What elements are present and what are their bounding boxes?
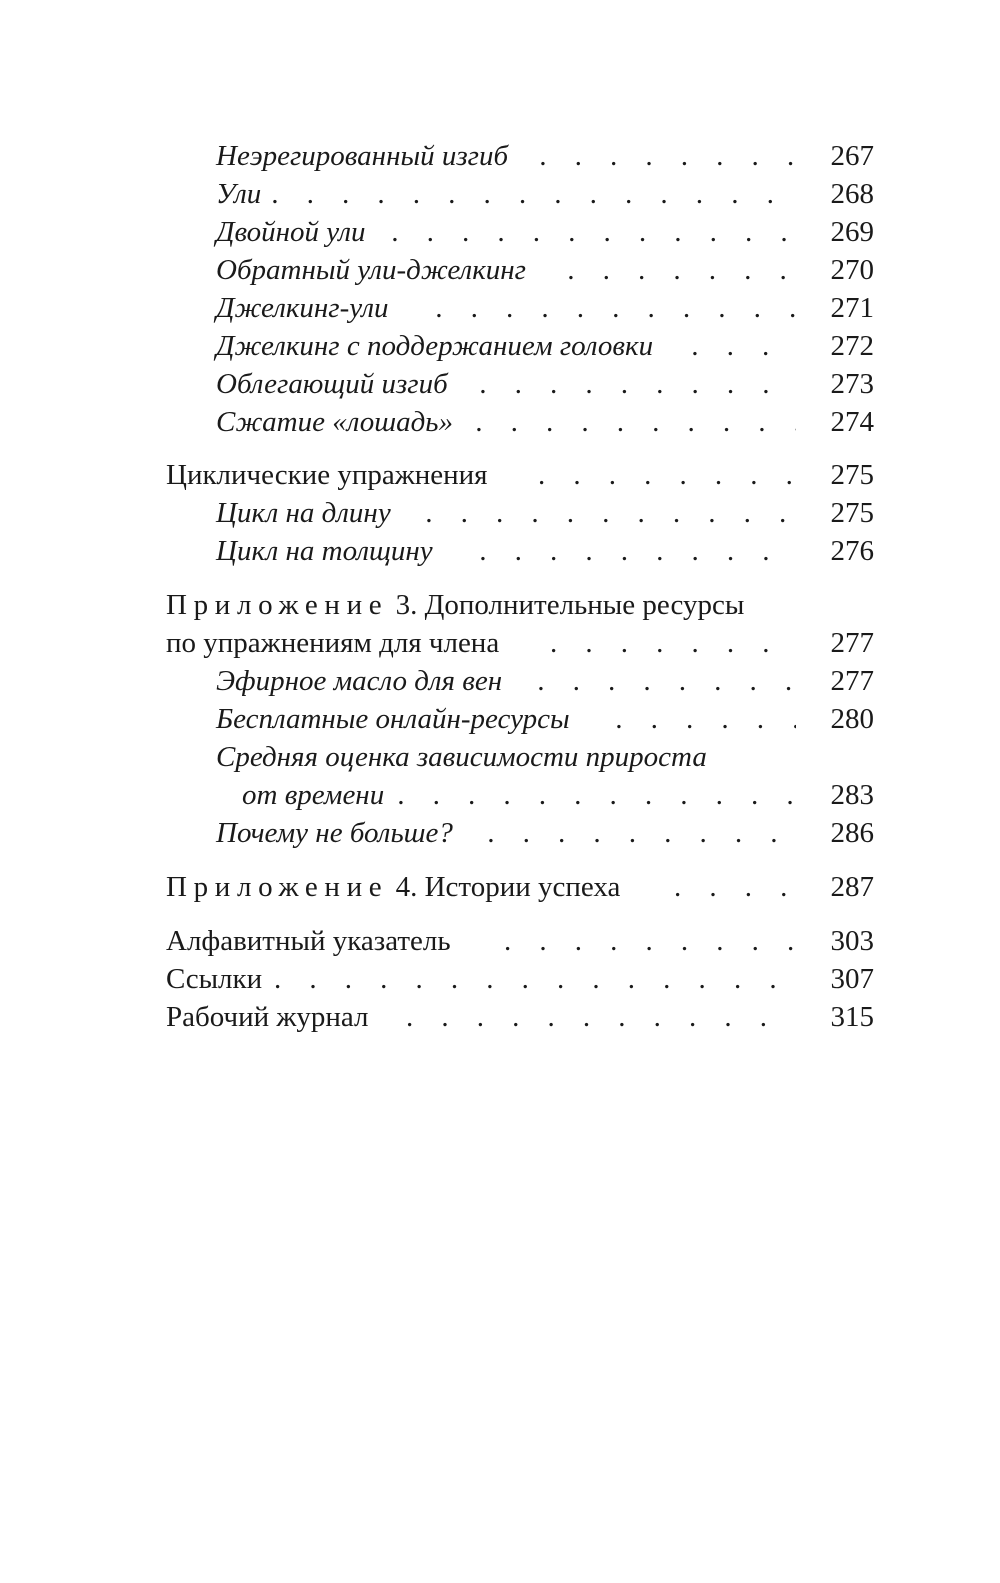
- toc-entry: [216, 137, 1000, 175]
- toc-entry: [216, 532, 1000, 570]
- toc-entry: [216, 365, 1000, 403]
- toc-leader-dots: [406, 998, 796, 1036]
- toc-entry: [216, 175, 1000, 213]
- toc-page-number: 271: [830, 292, 874, 324]
- toc-entry-label: Почему не больше?: [216, 817, 453, 849]
- toc-entry: [216, 494, 1000, 532]
- toc-leader-dots: [538, 456, 796, 494]
- toc-leader-dots: [674, 868, 796, 906]
- toc-entry: [242, 776, 1000, 814]
- toc-leader-dots: [540, 137, 796, 175]
- toc-leader-dots: [392, 213, 796, 251]
- toc-page-number: 275: [830, 497, 874, 529]
- toc-page-number: 307: [830, 963, 874, 995]
- toc-entry: [216, 289, 1000, 327]
- toc-entry-label: Средняя оценка зависимости прироста: [216, 741, 707, 773]
- toc-page-number: 277: [830, 665, 874, 697]
- toc-page-number: 275: [830, 459, 874, 491]
- toc-leader-dots: [616, 700, 796, 738]
- toc-leader-dots: [480, 365, 796, 403]
- toc-entry: [216, 251, 1000, 289]
- toc-leader-dots: [426, 494, 796, 532]
- toc-entry: [216, 700, 1000, 738]
- toc-entry-label: Цикл на толщину: [216, 535, 433, 567]
- toc-entry-label: по упражнениям для члена: [166, 627, 500, 659]
- toc-leader-dots: [274, 960, 796, 998]
- toc-entry-label: 4. Истории успеха: [388, 871, 621, 903]
- toc-entry-label: Неэрегированный изгиб: [216, 140, 509, 172]
- toc-leader-dots: [692, 327, 796, 365]
- toc-section: [166, 868, 1000, 906]
- toc-page-number: 287: [830, 871, 874, 903]
- toc-section: [166, 624, 1000, 662]
- toc-leader-dots: [504, 922, 796, 960]
- toc-entry-label: Циклические упражнения: [166, 459, 488, 491]
- toc-leader-dots: [538, 662, 796, 700]
- toc-entry-label: Джелкинг-ули: [216, 292, 389, 324]
- toc-page-number: 315: [830, 1001, 874, 1033]
- appendix-word: Приложение: [166, 871, 389, 903]
- toc-page-number: 277: [830, 627, 874, 659]
- toc-entry-label: Рабочий журнал: [166, 1001, 369, 1033]
- toc-leader-dots: [272, 175, 796, 213]
- toc-leader-dots: [476, 403, 796, 441]
- toc-entry: [216, 327, 1000, 365]
- toc-page-number: 272: [830, 330, 874, 362]
- toc-entry-label: Сжатие «лошадь»: [216, 406, 453, 438]
- toc-entry-label: Ули: [216, 178, 262, 210]
- toc-entry-label: Джелкинг с поддержанием головки: [216, 330, 654, 362]
- toc-section: [166, 586, 1000, 624]
- toc-page-number: 270: [830, 254, 874, 286]
- toc-entry: [216, 814, 1000, 852]
- toc-page-number: 286: [830, 817, 874, 849]
- toc-entry-label: 3. Дополнительные ресурсы: [388, 589, 745, 621]
- toc-page-number: 267: [830, 140, 874, 172]
- toc-section: [166, 922, 1000, 960]
- toc-page-number: 303: [830, 925, 874, 957]
- toc-entry-label: Облегающий изгиб: [216, 368, 448, 400]
- toc-entry-label: Алфавитный указатель: [166, 925, 451, 957]
- toc-entry: [216, 213, 1000, 251]
- toc-page-number: 268: [830, 178, 874, 210]
- toc-entry-label: Двойной ули: [216, 216, 366, 248]
- toc-page-number: 274: [830, 406, 874, 438]
- toc-leader-dots: [480, 532, 796, 570]
- toc-entry-label: Обратный ули-джелкинг: [216, 254, 526, 286]
- toc-entry-label: Бесплатные онлайн-ресурсы: [216, 703, 570, 735]
- toc-leader-dots: [550, 624, 796, 662]
- toc-leader-dots: [488, 814, 796, 852]
- toc-entry: [216, 403, 1000, 441]
- toc-leader-dots: [436, 289, 796, 327]
- toc-page-number: 283: [830, 779, 874, 811]
- toc-entry-label: от времени: [242, 779, 385, 811]
- toc-entry: [216, 662, 1000, 700]
- toc-leader-dots: [398, 776, 796, 814]
- toc-section: [166, 456, 1000, 494]
- toc-entry: [216, 738, 1000, 776]
- toc-entry-label: Эфирное масло для вен: [216, 665, 503, 697]
- appendix-word: Приложение: [166, 589, 389, 621]
- toc-leader-dots: [568, 251, 796, 289]
- toc-page-number: 280: [830, 703, 874, 735]
- toc-section: [166, 960, 1000, 998]
- toc-page-number: 273: [830, 368, 874, 400]
- toc-page-number: 276: [830, 535, 874, 567]
- toc-entry-label: Ссылки: [166, 963, 263, 995]
- toc-entry-label: Цикл на длину: [216, 497, 391, 529]
- toc-page-number: 269: [830, 216, 874, 248]
- toc-section: [166, 998, 1000, 1036]
